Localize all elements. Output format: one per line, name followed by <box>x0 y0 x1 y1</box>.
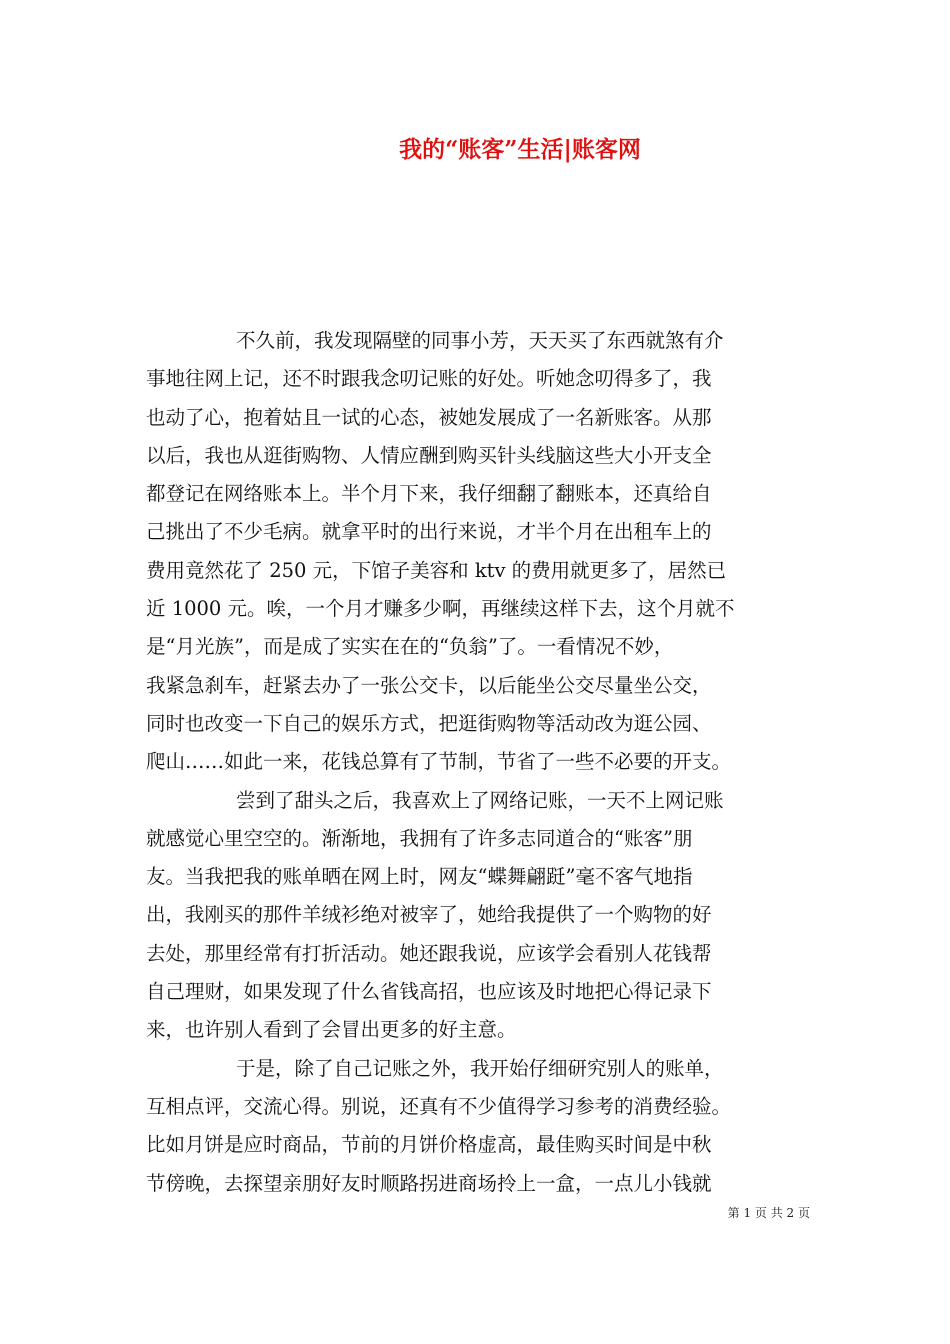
paragraph-line: 尝到了甜头之后，我喜欢上了网络记账，一天不上网记账 <box>236 788 724 812</box>
paragraph-line: 互相点评，交流心得。别说，还真有不少值得学习参考的消费经验。 <box>146 1094 732 1118</box>
paragraph-line: 同时也改变一下自己的娱乐方式，把逛街购物等活动改为逛公园、 <box>146 711 712 735</box>
paragraph-line: 于是，除了自己记账之外，我开始仔细研究别人的账单， <box>236 1056 724 1080</box>
document-body <box>146 322 806 1203</box>
paragraph-line: 就感觉心里空空的。渐渐地，我拥有了许多志同道合的“账客”朋 <box>146 826 693 850</box>
paragraph-line: 来，也许别人看到了会冒出更多的好主意。 <box>146 1018 517 1042</box>
paragraph-line: 我紧急刹车，赶紧去办了一张公交卡，以后能坐公交尽量坐公交， <box>146 673 712 697</box>
paragraph-line: 是“月光族”，而是成了实实在在的“负翁”了。一看情况不妙， <box>146 635 674 659</box>
paragraph-line: 节傍晚，去探望亲朋好友时顺路拐进商场拎上一盒，一点儿小钱就 <box>146 1171 712 1195</box>
paragraph-line: 也动了心，抱着姑且一试的心态，被她发展成了一名新账客。从那 <box>146 405 712 429</box>
paragraph-line: 事地往网上记，还不时跟我念叨记账的好处。听她念叨得多了，我 <box>146 367 712 391</box>
paragraph-line: 去处，那里经常有打折活动。她还跟我说，应该学会看别人花钱帮 <box>146 941 712 965</box>
paragraph-line: 自己理财，如果发现了什么省钱高招，也应该及时地把心得记录下 <box>146 980 712 1004</box>
paragraph-line: 友。当我把我的账单晒在网上时，网友“蝶舞翩跹”毫不客气地指 <box>146 865 693 889</box>
document-title: 我的“账客”生活|账客网 <box>399 136 641 163</box>
paragraph-line: 爬山……如此一来，花钱总算有了节制，节省了一些不必要的开支。 <box>146 750 732 774</box>
paragraph-line: 都登记在网络账本上。半个月下来，我仔细翻了翻账本，还真给自 <box>146 482 712 506</box>
paragraph-line: 以后，我也从逛街购物、人情应酬到购买针头线脑这些大小开支全 <box>146 443 712 467</box>
paragraph-line: 费用竟然花了 250 元，下馆子美容和 ktv 的费用就更多了，居然已 <box>146 558 727 582</box>
paragraph-line: 不久前，我发现隔壁的同事小芳，天天买了东西就煞有介 <box>236 329 724 352</box>
paragraph-line: 出，我刚买的那件羊绒衫绝对被宰了，她给我提供了一个购物的好 <box>146 903 712 927</box>
paragraph-line: 己挑出了不少毛病。就拿平时的出行来说，才半个月在出租车上的 <box>146 520 712 544</box>
paragraph-line: 近 1000 元。唉，一个月才赚多少啊，再继续这样下去，这个月就不 <box>146 597 735 621</box>
page-number: 第 1 页 共 2 页 <box>727 1206 810 1220</box>
paragraph-line: 比如月饼是应时商品，节前的月饼价格虚高，最佳购买时间是中秋 <box>146 1133 712 1157</box>
